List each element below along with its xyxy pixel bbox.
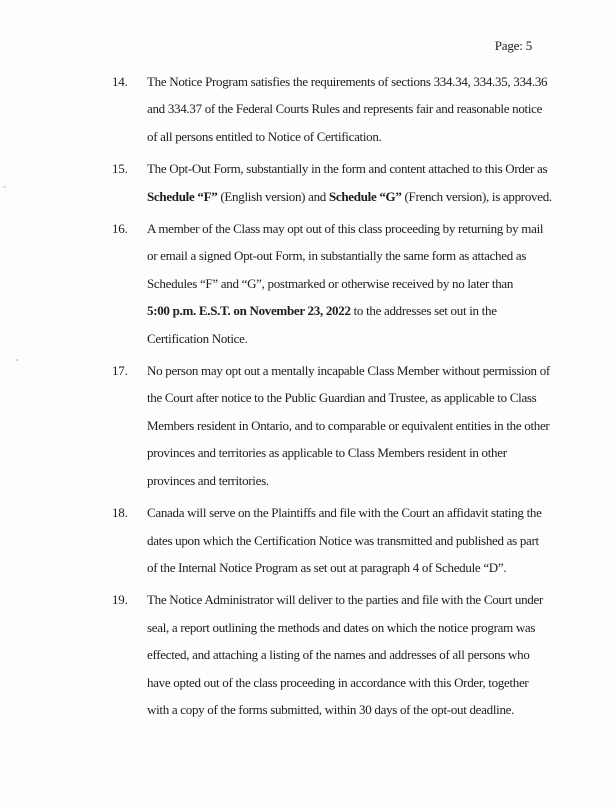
- text-line: [147, 669, 592, 696]
- text-line: [147, 384, 592, 411]
- text-line: [147, 183, 592, 210]
- text-segment: Certification Notice.: [147, 330, 248, 346]
- text-segment: Schedules “F” and “G”, postmarked or otherwise received by no later than: [147, 275, 514, 291]
- text-segment: of the Internal Notice Program as set out at paragraph 4 of Schedule “D”.: [147, 559, 507, 575]
- text-line: [147, 641, 592, 668]
- page-number-label: Page: 5: [494, 38, 532, 53]
- text-segment: to the addresses set out in the: [350, 303, 497, 319]
- text-line: [147, 215, 592, 242]
- text-line: [147, 270, 592, 297]
- text-segment: No person may opt out a mentally incapable Class Member without permission of: [147, 363, 550, 379]
- bold-text-segment: Schedule “G”: [328, 188, 402, 204]
- paragraph-number: 14.: [112, 74, 128, 89]
- scan-speck: [3, 186, 6, 188]
- text-segment: and 334.37 of the Federal Courts Rules and represents fair and reasonable notice: [147, 101, 543, 117]
- text-segment: effected, and attaching a listing of the names and addresses of all persons who: [147, 647, 530, 663]
- numbered-paragraph: [112, 357, 592, 494]
- bold-text-segment: Schedule “F”: [147, 188, 218, 204]
- text-line: [147, 696, 592, 723]
- numbered-paragraph: [112, 68, 592, 150]
- paragraph-lines: [147, 586, 592, 723]
- text-segment: Canada will serve on the Plaintiffs and file with the Court an affidavit stating the: [147, 505, 542, 521]
- numbered-paragraph: [112, 499, 592, 581]
- text-segment: have opted out of the class proceeding in accordance with this Order, together: [147, 674, 529, 690]
- text-line: [147, 499, 592, 526]
- paragraph-number: 18.: [112, 505, 128, 521]
- text-segment: A member of the Class may opt out of this class proceeding by returning by mail: [147, 221, 544, 237]
- text-segment: provinces and territories.: [147, 472, 269, 488]
- paragraph-lines: [147, 155, 592, 210]
- text-line: [147, 586, 592, 613]
- text-line: [147, 467, 592, 494]
- text-line: [147, 297, 592, 324]
- text-segment: of all persons entitled to Notice of Certification.: [147, 128, 382, 144]
- text-line: [147, 439, 592, 466]
- paragraph-lines: [147, 499, 592, 581]
- text-line: [147, 554, 592, 581]
- text-line: [147, 412, 592, 439]
- text-segment: dates upon which the Certification Notice was transmitted and published as part: [147, 532, 539, 548]
- numbered-paragraph: [112, 215, 592, 352]
- text-segment: or email a signed Opt-out Form, in substantially the same form as attached as: [147, 248, 527, 264]
- text-line: [147, 123, 592, 150]
- paragraph-number: 17.: [112, 363, 128, 379]
- paragraph-lines: [147, 357, 592, 494]
- text-segment: (English version) and: [217, 188, 329, 204]
- text-line: [147, 155, 592, 182]
- text-line: [147, 614, 592, 641]
- paragraph-list: [112, 68, 592, 728]
- text-segment: Members resident in Ontario, and to comparable or equivalent entities in the other: [147, 417, 550, 433]
- text-segment: The Notice Program satisfies the requirements of sections 334.34, 334.35, 334.36: [147, 74, 548, 89]
- text-line: [147, 242, 592, 269]
- text-segment: The Notice Administrator will deliver to the parties and file with the Court under: [147, 592, 543, 608]
- text-segment: with a copy of the forms submitted, within 30 days of the opt-out deadline.: [147, 701, 515, 717]
- bold-text-segment: 5:00 p.m. E.S.T. on November 23, 2022: [147, 303, 351, 319]
- text-segment: provinces and territories as applicable to Class Members resident in other: [147, 445, 507, 461]
- text-line: [147, 357, 592, 384]
- paragraph-lines: [147, 215, 592, 352]
- text-segment: (French version), is approved.: [401, 188, 552, 204]
- numbered-paragraph: [112, 586, 592, 723]
- text-segment: The Opt-Out Form, substantially in the form and content attached to this Order as: [147, 161, 548, 177]
- text-segment: the Court after notice to the Public Guardian and Trustee, as applicable to Class: [147, 390, 537, 406]
- text-line: [147, 325, 592, 352]
- text-line: [147, 95, 592, 122]
- numbered-paragraph: [112, 155, 592, 210]
- text-segment: seal, a report outlining the methods and dates on which the notice program was: [147, 619, 536, 635]
- paragraph-number: 19.: [112, 592, 128, 608]
- paragraph-number: 16.: [112, 221, 128, 237]
- text-line: [147, 527, 592, 554]
- paragraph-lines: [147, 68, 592, 150]
- paragraph-number: 15.: [112, 161, 128, 177]
- text-line: [147, 68, 592, 95]
- scan-speck: [15, 359, 19, 361]
